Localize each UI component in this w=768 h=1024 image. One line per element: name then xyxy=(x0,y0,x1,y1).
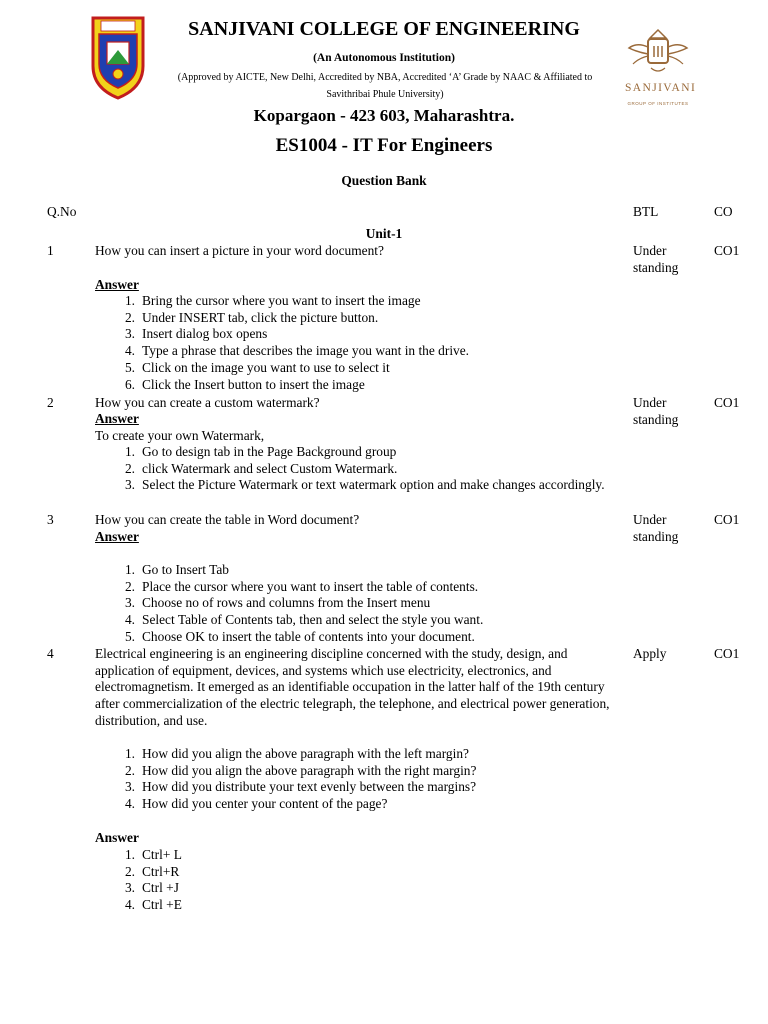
question-co: CO1 xyxy=(714,395,740,410)
approval-line-1: (Approved by AICTE, New Delhi, Accredited by NBA, Accredited ‘A’ Grade by NAAC & Affiliated to xyxy=(177,72,593,83)
question-number: 2 xyxy=(47,395,54,410)
group-logo-tagline: GROUP OF INSTITUTES xyxy=(627,101,689,106)
question-co: CO1 xyxy=(714,243,740,258)
answer-step: 1. Go to design tab in the Page Background group xyxy=(124,444,397,459)
sub-questions xyxy=(117,746,617,813)
answer-step: 3. Choose no of rows and columns from the Insert menu xyxy=(124,595,431,611)
answer-steps xyxy=(117,293,617,393)
question-text: How you can create a custom watermark? xyxy=(95,395,320,410)
answer-label: Answer xyxy=(95,277,139,292)
college-name: SANJIVANI COLLEGE OF ENGINEERING xyxy=(188,18,580,40)
answer-label: Answer xyxy=(95,411,139,426)
question-btl: Under standing xyxy=(633,243,679,275)
answer-step: 2. Under INSERT tab, click the picture button. xyxy=(124,309,379,325)
college-address: Kopargaon - 423 603, Maharashtra. xyxy=(253,106,515,125)
approval-line-2: Savithribai Phule University) xyxy=(326,89,444,100)
autonomous-status: (An Autonomous Institution) xyxy=(313,52,455,64)
answer-steps xyxy=(117,444,617,494)
question-number: 3 xyxy=(47,512,54,527)
question-btl: Under standing xyxy=(633,395,679,427)
answer-step: 2. Ctrl+R xyxy=(124,863,180,879)
answer-step: 1. Ctrl+ L xyxy=(124,847,182,862)
answer-step: 4. Ctrl +E xyxy=(124,897,182,913)
answer-step: 1. Go to Insert Tab xyxy=(124,562,229,577)
question-number: 4 xyxy=(47,646,54,661)
sub-question: 2. How did you align the above paragraph with the right margin? xyxy=(124,762,477,778)
question-text: How you can insert a picture in your word document? xyxy=(95,243,384,258)
document-type: Question Bank xyxy=(341,173,427,188)
answer-step: 3. Insert dialog box opens xyxy=(124,326,268,342)
question-btl: Under standing xyxy=(633,512,679,544)
answer-step: 4. Select Table of Contents tab, then and select the style you want. xyxy=(124,612,484,628)
unit-title: Unit-1 xyxy=(365,226,403,241)
question-co: CO1 xyxy=(714,646,740,661)
question-text: How you can create the table in Word document? xyxy=(95,512,360,527)
answer-step: 2. Place the cursor where you want to insert the table of contents. xyxy=(124,578,479,594)
group-logo-brand: SANJIVANI xyxy=(625,82,697,94)
column-header-co: CO xyxy=(714,204,733,219)
column-header-btl: BTL xyxy=(633,204,659,219)
question-btl: Apply xyxy=(633,646,667,661)
answer-intro: To create your own Watermark, xyxy=(95,428,265,443)
answer-label: Answer xyxy=(95,529,139,544)
course-title: ES1004 - IT For Engineers xyxy=(275,135,493,156)
answer-steps xyxy=(117,562,617,646)
sub-question: 1. How did you align the above paragraph with the left margin? xyxy=(124,746,469,761)
answer-steps xyxy=(117,847,617,914)
question-text: Electrical engineering is an engineering discipline concerned with the study, design, and application of equipment, devices, and systems which use electricity, electronics, and electromagnetism. It emerged as an identifiable occupation in the latter half of the 19th century after commercialization of the electric telegraph, the telephone, and electrical power generation, distribution, and use. xyxy=(95,646,610,728)
answer-step: 2. click Watermark and select Custom Watermark. xyxy=(124,460,398,476)
answer-step: 4. Type a phrase that describes the image you want in the drive. xyxy=(124,343,470,359)
approval-note xyxy=(150,69,620,103)
answer-step: 1. Bring the cursor where you want to insert the image xyxy=(124,293,421,308)
answer-step: 3. Select the Picture Watermark or text watermark option and make changes accordingly. xyxy=(124,477,605,493)
answer-label: Answer xyxy=(95,830,139,845)
answer-step: 5. Click on the image you want to use to select it xyxy=(124,359,390,375)
sub-question: 3. How did you distribute your text evenly between the margins? xyxy=(124,779,477,795)
answer-step: 5. Choose OK to insert the table of contents into your document. xyxy=(124,628,475,644)
answer-step: 6. Click the Insert button to insert the image xyxy=(124,376,365,392)
question-co: CO1 xyxy=(714,512,740,527)
column-header-qno: Q.No xyxy=(47,204,77,219)
question-number: 1 xyxy=(47,243,54,258)
answer-step: 3. Ctrl +J xyxy=(124,880,179,896)
sub-question: 4. How did you center your content of the page? xyxy=(124,796,388,812)
